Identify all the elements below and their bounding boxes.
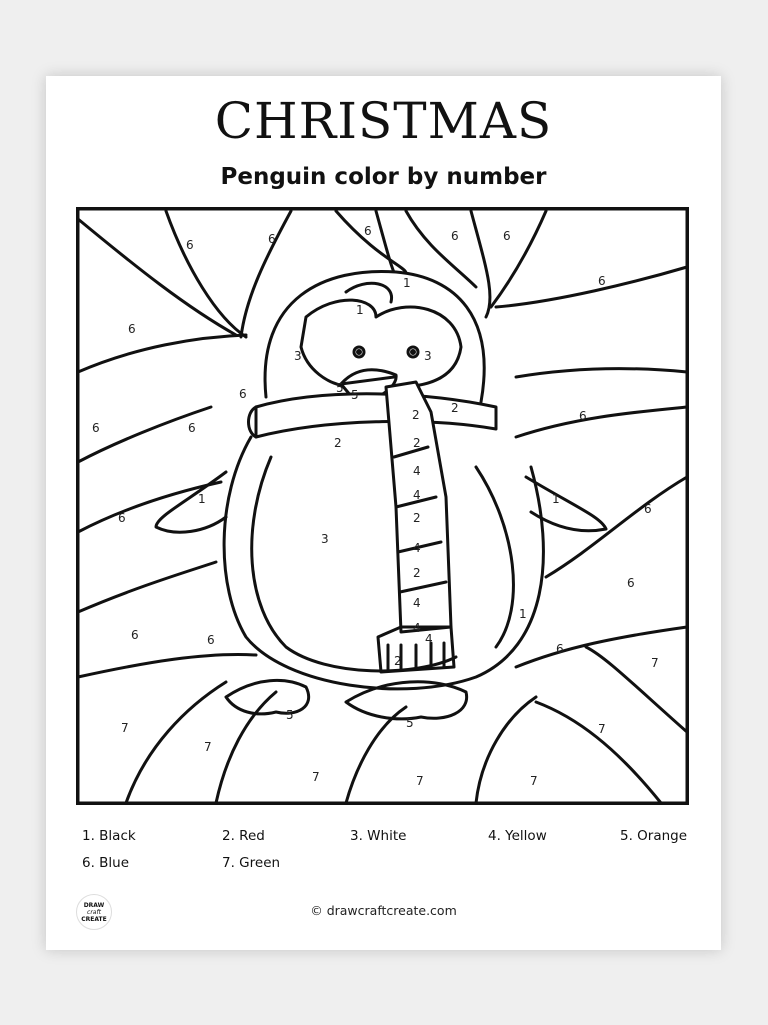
region-number: 6 <box>627 576 635 590</box>
region-number: 4 <box>413 464 421 478</box>
region-number: 7 <box>416 774 424 788</box>
region-number: 6 <box>503 229 511 243</box>
region-number: 5 <box>286 708 294 722</box>
region-number: 6 <box>188 421 196 435</box>
region-number: 6 <box>128 322 136 336</box>
region-number: 4 <box>425 632 433 646</box>
region-number: 4 <box>413 541 421 555</box>
region-number: 2 <box>334 436 342 450</box>
region-number: 6 <box>364 224 372 238</box>
region-number: 4 <box>413 621 421 635</box>
coloring-artwork <box>76 207 689 805</box>
region-number: 6 <box>131 628 139 642</box>
region-number: 3 <box>321 532 329 546</box>
color-key-item: 7. Green <box>222 855 281 871</box>
region-number: 2 <box>413 566 421 580</box>
region-number: 1 <box>198 492 206 506</box>
region-number: 7 <box>598 722 606 736</box>
worksheet-page <box>46 76 721 950</box>
region-number: 4 <box>413 488 421 502</box>
page-subtitle: Penguin color by number <box>220 164 547 190</box>
region-number: 6 <box>118 511 126 525</box>
color-key-item: 3. White <box>350 828 407 844</box>
region-number: 6 <box>644 502 652 516</box>
region-number: 2 <box>413 511 421 525</box>
region-number: 7 <box>651 656 659 670</box>
region-number: 6 <box>239 387 247 401</box>
region-number: 1 <box>552 492 560 506</box>
region-number: 7 <box>530 774 538 788</box>
region-number: 5 <box>336 381 344 395</box>
region-number: 7 <box>312 770 320 784</box>
region-number: 1 <box>356 303 364 317</box>
region-number: 2 <box>394 654 402 668</box>
region-number: 5 <box>351 388 359 402</box>
site-credit: © drawcraftcreate.com <box>310 903 457 918</box>
color-key-item: 1. Black <box>82 828 136 844</box>
region-number: 6 <box>598 274 606 288</box>
region-number: 6 <box>451 229 459 243</box>
region-number: 3 <box>424 349 432 363</box>
color-key-item: 5. Orange <box>620 828 688 844</box>
region-number: 6 <box>268 232 276 246</box>
region-number: 2 <box>413 436 421 450</box>
region-number: 6 <box>186 238 194 252</box>
region-number: 6 <box>207 633 215 647</box>
page-title: CHRISTMAS <box>214 92 553 150</box>
region-number: 6 <box>92 421 100 435</box>
region-number: 3 <box>294 349 302 363</box>
region-number: 7 <box>121 721 129 735</box>
brand-logo: DRAW craft CREATE <box>76 894 112 930</box>
region-number: 1 <box>403 276 411 290</box>
region-number: 7 <box>204 740 212 754</box>
region-number: 6 <box>579 409 587 423</box>
region-number: 5 <box>406 716 414 730</box>
region-number: 4 <box>413 596 421 610</box>
color-key-item: 4. Yellow <box>488 828 547 844</box>
region-number: 2 <box>412 408 420 422</box>
region-number: 1 <box>519 607 527 621</box>
color-key-item: 6. Blue <box>82 855 130 871</box>
color-key-item: 2. Red <box>222 828 265 844</box>
region-number: 2 <box>451 401 459 415</box>
region-number: 6 <box>556 642 564 656</box>
